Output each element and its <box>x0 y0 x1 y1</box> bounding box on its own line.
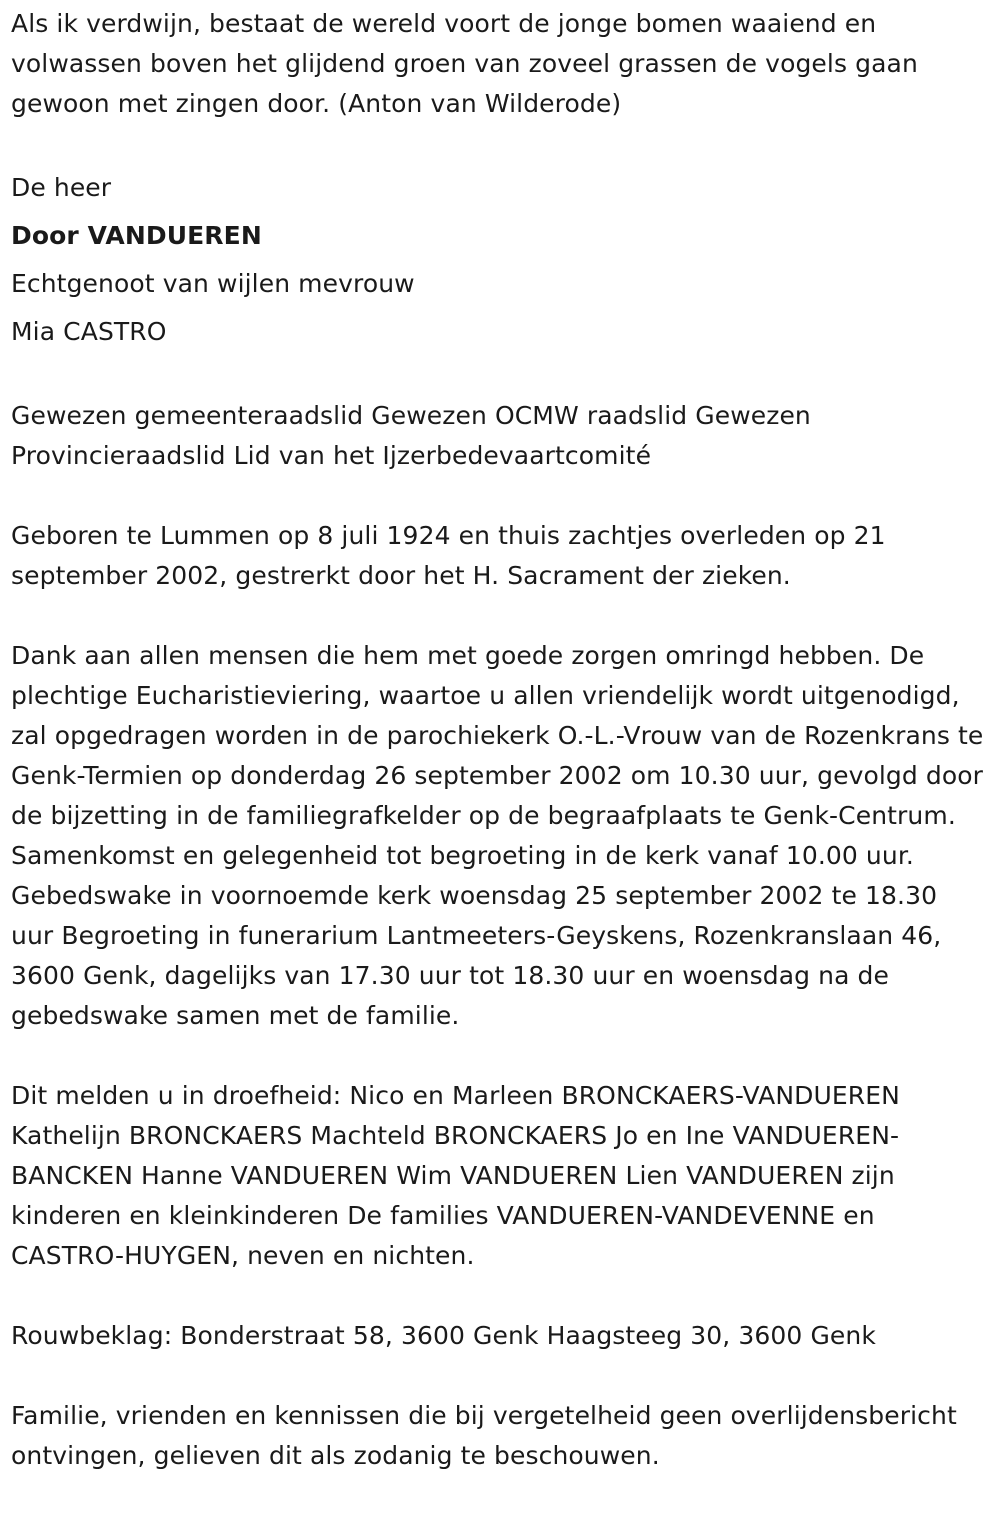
announcers-paragraph: Dit melden u in droefheid: Nico en Marleen BRONCKAERS-VANDUEREN Kathelijn BRONCKAERS Machteld BRONCKAERS Jo en Ine VANDUEREN-BANCKEN Hanne VANDUEREN Wim VANDUEREN Lien VANDUEREN zijn kinderen en kleinkinderen De families VANDUEREN-VANDEVENNE en CASTRO-HUYGEN, neven en nichten. <box>11 1081 900 1270</box>
deceased-block <box>11 164 986 356</box>
ceremony-paragraph: Dank aan allen mensen die hem met goede zorgen omringd hebben. De plechtige Eucharistieviering, waartoe u allen vriendelijk wordt uitgenodigd, zal opgedragen worden in de parochiekerk O.-L.-Vrouw van de Rozenkrans te Genk-Termien op donderdag 26 september 2002 om 10.30 uur, gevolgd door de bijzetting in de familiegrafkelder op de begraafplaats te Genk-Centrum. Samenkomst en gelegenheid tot begroeting in de kerk vanaf 10.00 uur. Gebedswake in voornoemde kerk woensdag 25 september 2002 te 18.30 uur Begroeting in funerarium Lantmeeters-Geyskens, Rozenkranslaan 46, 3600 Genk, dagelijks van 17.30 uur tot 18.30 uur en woensdag na de gebedswake samen met de familie. <box>11 641 984 1030</box>
spacer <box>11 1276 986 1316</box>
spacer <box>11 124 986 164</box>
condolence-address: Rouwbeklag: Bonderstraat 58, 3600 Genk Haagsteeg 30, 3600 Genk <box>11 1321 876 1350</box>
spacer <box>11 1036 986 1076</box>
spacer <box>11 476 986 516</box>
closing-note: Familie, vrienden en kennissen die bij vergetelheid geen overlijdensbericht ontvingen, gelieven dit als zodanig te beschouwen. <box>11 1401 957 1470</box>
spouse-name: Mia CASTRO <box>11 317 167 346</box>
functions-paragraph: Gewezen gemeenteraadslid Gewezen OCMW raadslid Gewezen Provincieraadslid Lid van het Ijzerbedevaartcomité <box>11 401 811 470</box>
spacer <box>11 356 986 396</box>
spacer <box>11 1356 986 1396</box>
spouse-line: Echtgenoot van wijlen mevrouw <box>11 269 415 298</box>
opening-quote: Als ik verdwijn, bestaat de wereld voort de jonge bomen waaiend en volwassen boven het glijdend groen van zoveel grassen de vogels gaan gewoon met zingen door. (Anton van Wilderode) <box>11 9 918 118</box>
birth-death-paragraph: Geboren te Lummen op 8 juli 1924 en thuis zachtjes overleden op 21 september 2002, gestrerkt door het H. Sacrament der zieken. <box>11 521 886 590</box>
spacer <box>11 596 986 636</box>
obituary-document <box>11 0 986 1476</box>
deceased-name: Door VANDUEREN <box>11 221 262 250</box>
salutation: De heer <box>11 173 112 202</box>
